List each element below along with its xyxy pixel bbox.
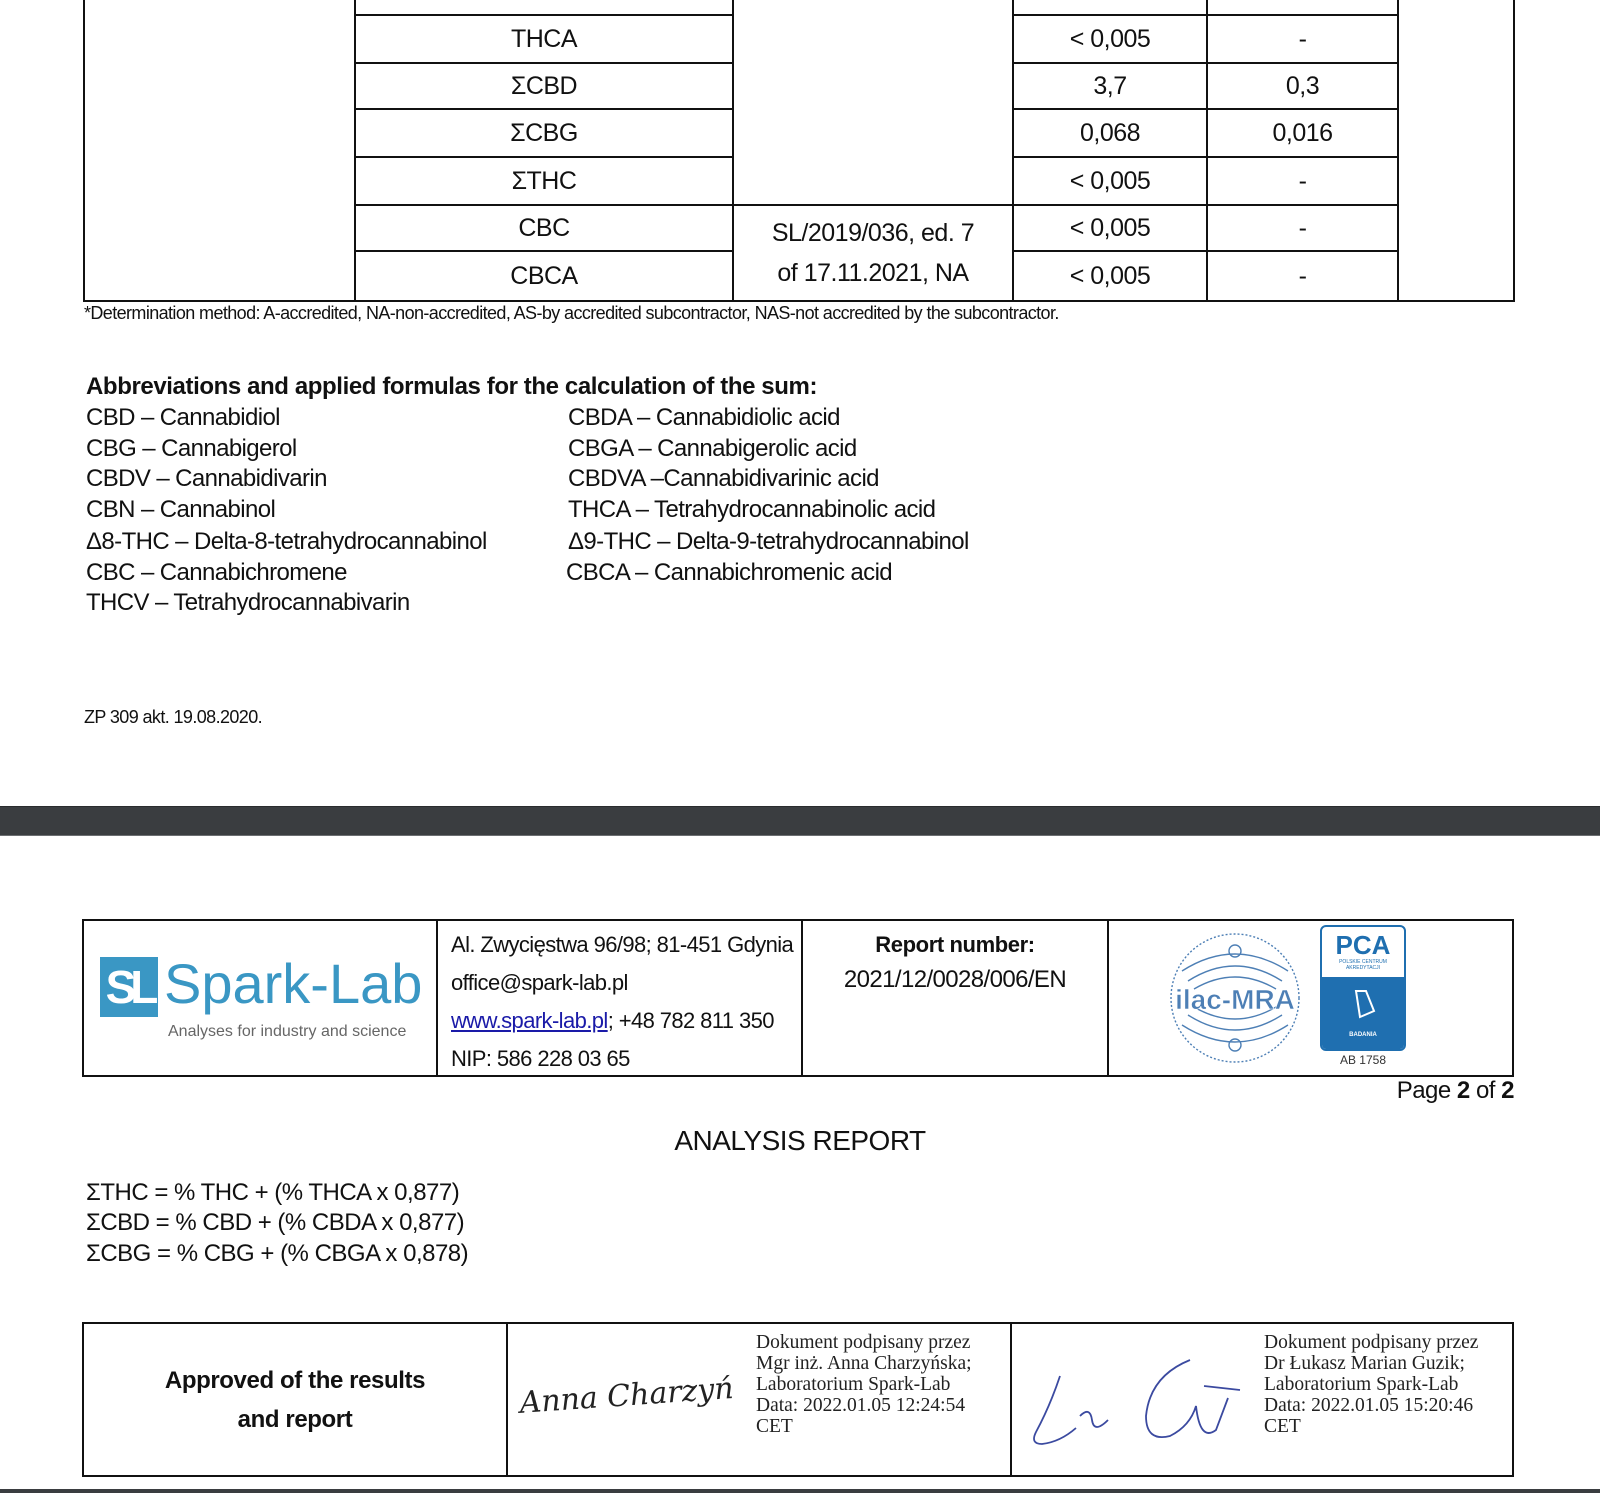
method-footnote: *Determination method: A-accredited, NA-non-accredited, AS-by accredited subcontractor, NAS-not accredited by the subcontractor.	[84, 303, 1059, 323]
result-cell: < 0,005	[1069, 166, 1151, 195]
result-cell: 3,7	[1093, 71, 1127, 100]
uncertainty-cell: 0,016	[1272, 118, 1333, 147]
page-middle: of	[1469, 1077, 1502, 1104]
page-separator	[0, 806, 1600, 836]
handwritten-signature-icon	[518, 1354, 734, 1444]
uncertainty-cell: -	[1298, 261, 1307, 290]
abbreviations-title: Abbreviations and applied formulas for the calculation of the sum:	[86, 373, 818, 400]
abbreviation-item: CBD – Cannabidiol	[86, 404, 280, 431]
result-cell: < 0,005	[1069, 213, 1151, 242]
abbreviation-item: Δ9-THC – Delta-9-tetrahydrocannabinol	[568, 528, 969, 555]
analyte-cell: ΣTHC	[511, 166, 577, 195]
uncertainty-cell: -	[1298, 213, 1307, 242]
abbreviation-item: CBCA – Cannabichromenic acid	[566, 559, 893, 586]
abbreviation-item: CBC – Cannabichromene	[86, 559, 347, 586]
lab-email: office@spark-lab.pl	[451, 970, 628, 995]
sum-formula: ΣCBD = % CBD + (% CBDA x 0,877)	[86, 1209, 465, 1236]
signature-line: Data: 2022.01.05 12:24:54	[756, 1395, 966, 1416]
signature-line: Dokument podpisany przez	[756, 1332, 971, 1353]
analyte-cell: CBC	[518, 213, 570, 242]
lab-website-link[interactable]: www.spark-lab.pl	[451, 1008, 608, 1033]
signature-line: Data: 2022.01.05 15:20:46	[1264, 1395, 1474, 1416]
signature-line: Mgr inż. Anna Charzyńska;	[756, 1353, 972, 1374]
abbreviation-item: CBN – Cannabinol	[86, 496, 276, 523]
report-title: ANALYSIS REPORT	[674, 1125, 926, 1156]
signature-details	[1264, 1332, 1478, 1437]
pca-subtitle: POLSKIE CENTRUM AKREDYTACJI	[1339, 959, 1387, 971]
approval-label-line: and report	[237, 1405, 353, 1433]
results-table	[83, 0, 1515, 302]
signature-text: Anna Charzyńska	[518, 1367, 734, 1421]
pca-badge	[1320, 925, 1406, 1051]
pca-badge-label: BADANIA	[1349, 1032, 1377, 1038]
spark-lab-logo	[100, 953, 430, 1053]
report-number-label: Report number:	[875, 932, 1035, 957]
report-number: 2021/12/0028/006/EN	[843, 966, 1067, 993]
lab-contact	[451, 1008, 774, 1034]
result-cell: < 0,005	[1069, 24, 1151, 53]
sum-formula: ΣTHC = % THC + (% THCA x 0,877)	[86, 1179, 460, 1206]
pca-blue-panel	[1322, 977, 1404, 1049]
signature-line: CET	[756, 1416, 793, 1437]
signature-line: CET	[1264, 1416, 1301, 1437]
method-line: SL/2019/036, ed. 7	[771, 219, 975, 247]
signature-details	[756, 1332, 972, 1437]
ilac-text: ilac-MRA	[1175, 984, 1295, 1015]
analyte-cell: THCA	[510, 24, 578, 53]
analyte-cell: ΣCBD	[510, 71, 578, 100]
page-current: 2	[1456, 1077, 1470, 1104]
logo-name: Spark-Lab	[164, 952, 423, 1015]
page-bottom-edge	[0, 1489, 1600, 1493]
form-code: ZP 309 akt. 19.08.2020.	[84, 707, 263, 727]
uncertainty-cell: -	[1298, 166, 1307, 195]
logo-tagline: Analyses for industry and science	[168, 1023, 407, 1040]
result-cell: < 0,005	[1069, 261, 1151, 290]
signature-image	[518, 1354, 734, 1444]
analyte-cell: ΣCBG	[510, 118, 578, 147]
abbreviation-item: CBDV – Cannabidivarin	[86, 465, 327, 492]
method-line: of 17.11.2021, NA	[777, 259, 969, 287]
method-cell	[734, 206, 1012, 300]
abbreviation-item: CBGA – Cannabigerolic acid	[568, 435, 857, 462]
page-total: 2	[1501, 1077, 1514, 1104]
lab-phone: ; +48 782 811 350	[607, 1008, 774, 1033]
ilac-seal-icon	[1168, 931, 1302, 1065]
lab-address: Al. Zwycięstwa 96/98; 81-451 Gdynia	[451, 932, 794, 957]
signature-image	[1020, 1346, 1250, 1464]
approval-table	[82, 1322, 1514, 1477]
abbreviation-item: CBDVA –Cannabidivarinic acid	[568, 465, 879, 492]
approval-label-line: Approved of the results	[164, 1366, 426, 1394]
abbreviation-item: CBG – Cannabigerol	[86, 435, 297, 462]
uncertainty-cell: 0,3	[1285, 71, 1320, 100]
abbreviation-item: THCA – Tetrahydrocannabinolic acid	[568, 496, 936, 523]
approval-label	[84, 1324, 506, 1475]
signature-line: Laboratorium Spark-Lab	[756, 1374, 951, 1395]
abbreviation-item: CBDA – Cannabidiolic acid	[568, 404, 840, 431]
flask-icon	[1322, 977, 1404, 1027]
abbreviation-item: Δ8-THC – Delta-8-tetrahydrocannabinol	[86, 528, 487, 555]
ilac-mra-seal	[1168, 931, 1302, 1065]
report-header	[82, 919, 1514, 1077]
uncertainty-cell: -	[1298, 24, 1307, 53]
handwritten-signature-icon	[1020, 1346, 1250, 1464]
sum-formula: ΣCBG = % CBG + (% CBGA x 0,878)	[86, 1240, 469, 1267]
signature-line: Laboratorium Spark-Lab	[1264, 1374, 1459, 1395]
lab-nip: NIP: 586 228 03 65	[451, 1046, 630, 1071]
analyte-cell: CBCA	[510, 261, 578, 290]
signature-line: Dokument podpisany przez	[1264, 1332, 1479, 1353]
page-number	[1397, 1077, 1514, 1105]
result-cell: 0,068	[1079, 118, 1141, 147]
accreditation-number: AB 1758	[1339, 1053, 1387, 1067]
pca-text: PCA	[1335, 930, 1391, 960]
logo-initials: SL	[100, 957, 158, 1017]
signature-line: Dr Łukasz Marian Guzik;	[1264, 1353, 1465, 1374]
page-prefix: Page	[1396, 1077, 1457, 1104]
abbreviation-item: THCV – Tetrahydrocannabivarin	[86, 589, 410, 616]
